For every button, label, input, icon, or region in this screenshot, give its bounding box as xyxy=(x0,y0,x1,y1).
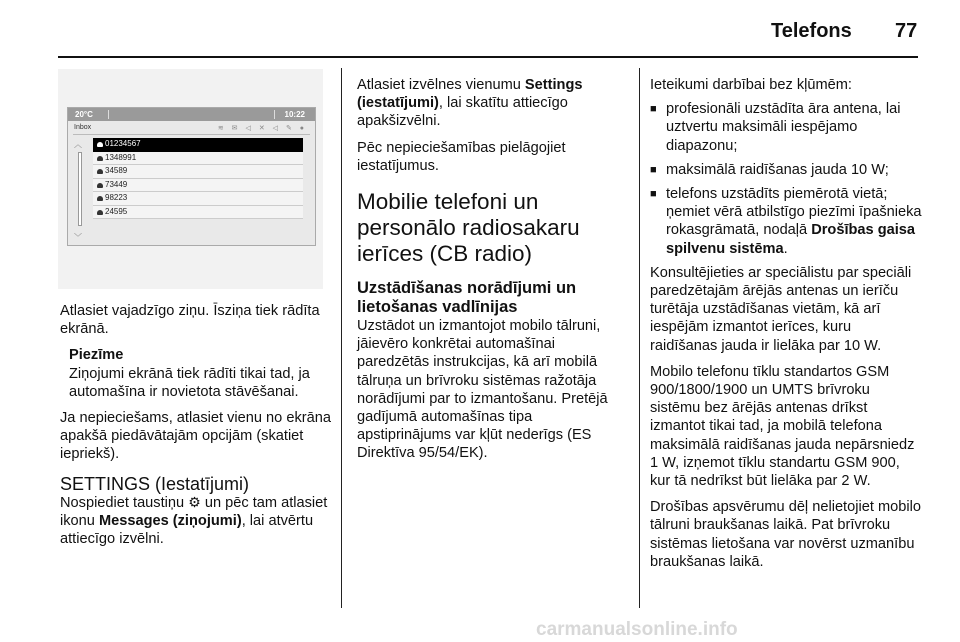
subsection-heading: Uzstādīšanas norādījumi un lietošanas vadlīnijas xyxy=(357,279,577,317)
envelope-icon xyxy=(97,142,103,147)
watermark: carmanualsonline.info xyxy=(536,619,738,640)
note-title: Piezīme xyxy=(69,347,124,364)
envelope-icon xyxy=(97,169,103,174)
paragraph: Pēc nepieciešamības pielāgojiet iestatījumus. xyxy=(357,139,566,174)
paragraph: Konsultējieties ar speciālistu par speciāli paredzētajām ārējās antenas un ierīču turētāja uzstādīšanas vietām, kā arī iespējām izmantot ierīces, kuru raidīšanas jauda ir lielāka par 10 W. xyxy=(650,264,912,354)
envelope-icon xyxy=(97,183,103,188)
paragraph: Atlasiet vajadzīgo ziņu. Īsziņa tiek rādīta ekrānā. xyxy=(60,303,320,338)
scrollbar xyxy=(78,152,82,226)
envelope-icon xyxy=(97,210,103,215)
paragraph: Mobilo telefonu tīklu standartos GSM 900/1800/1900 un UMTS brīvroku sistēmu bez ārējās antenas drīkst izmantot tikai tad, ja mobilā telefona maksimālā raidīšanas jauda nepārsniedz 1 W, izņemot tīklu standartu GSM 900, kur tā nedrīkst būt lielāka par 2 W. xyxy=(650,363,915,490)
paragraph: Uzstādot un izmantojot mobilo tālruni, jāievēro konkrētai automašīnai paredzētās instrukcijas, kā arī mobilā tālruņa un brīvroku sistēmas ražotāja norādījumi par to izmantošanu. Pretējā gadījumā automašīnas tipa apstiprinājums var kļūt nederīgs (ES Direktīva 95/54/EK). xyxy=(357,318,608,462)
settings-icon: ⚙ xyxy=(188,493,201,510)
page-header-title: Telefons xyxy=(771,20,852,42)
column-divider xyxy=(341,68,342,608)
message-list xyxy=(93,138,303,219)
message-item: 34589 xyxy=(93,165,303,179)
paragraph: Nospiediet taustiņu ⚙ un pēc tam atlasiet ikonu Messages (ziņojumi), lai atvērtu attiecīgo izvēlni. xyxy=(60,493,328,548)
infotainment-screenshot xyxy=(58,69,323,289)
status-icons: ≋ ✉ ◁ ✕ ◁ ✎ ● xyxy=(217,125,307,132)
paragraph: Ieteikumi darbībai bez kļūmēm: xyxy=(650,77,852,93)
message-item: 24595 xyxy=(93,206,303,220)
section-heading: SETTINGS (Iestatījumi) xyxy=(60,473,250,494)
list-item: ■ telefons uzstādīts piemērotā vietā; ņemiet vērā atbilstīgo piezīmi īpašnieka rokasgrāmatā, nodaļā Drošības gaisa spilvenu sistēma. xyxy=(650,185,922,258)
column-2 xyxy=(357,76,629,471)
recommendation-list xyxy=(650,100,922,258)
paragraph: Atlasiet izvēlnes vienumu Settings (iestatījumi), lai skatītu attiecīgo apakšizvēlni. xyxy=(357,77,583,130)
message-item: 1348991 xyxy=(93,152,303,166)
envelope-icon xyxy=(97,196,103,201)
note-box xyxy=(69,346,332,401)
scroll-down-icon: ﹀ xyxy=(74,233,82,242)
paragraph: Ja nepieciešams, atlasiet vienu no ekrāna apakšā piedāvātajām opcijām (skatiet iepriekš). xyxy=(60,410,331,463)
clock-readout: 10:22 xyxy=(284,110,305,119)
inbox-label: Inbox xyxy=(74,124,92,131)
page-number: 77 xyxy=(895,20,918,42)
paragraph: Drošības apsvērumu dēļ nelietojiet mobilo tālruni braukšanas laikā. Pat brīvroku sistēmas lietošana var novērst uzmanību braukšanas laikā. xyxy=(650,499,921,570)
inbox-screen xyxy=(67,107,316,246)
column-divider xyxy=(639,68,640,608)
column-1 xyxy=(60,302,332,556)
screen-status-bar xyxy=(68,108,315,121)
message-item: 98223 xyxy=(93,192,303,206)
message-item: 73449 xyxy=(93,179,303,193)
header-rule xyxy=(58,56,918,58)
scroll-up-icon: ︿ xyxy=(74,140,82,149)
list-item: ■ profesionāli uzstādīta āra antena, lai uztvertu maksimāli iespējamo diapazonu; xyxy=(650,100,922,155)
list-item: ■ maksimālā raidīšanas jauda 10 W; xyxy=(650,161,922,179)
chapter-heading: Mobilie telefoni un personālo radiosakaru ierīces (CB radio) xyxy=(357,189,580,267)
temperature-readout: 20°C xyxy=(75,110,93,119)
message-item: 01234567 xyxy=(93,138,303,152)
envelope-icon xyxy=(97,156,103,161)
note-text: Ziņojumi ekrānā tiek rādīti tikai tad, ja automašīna ir novietota stāvēšanai. xyxy=(69,365,310,400)
column-3 xyxy=(650,76,922,579)
